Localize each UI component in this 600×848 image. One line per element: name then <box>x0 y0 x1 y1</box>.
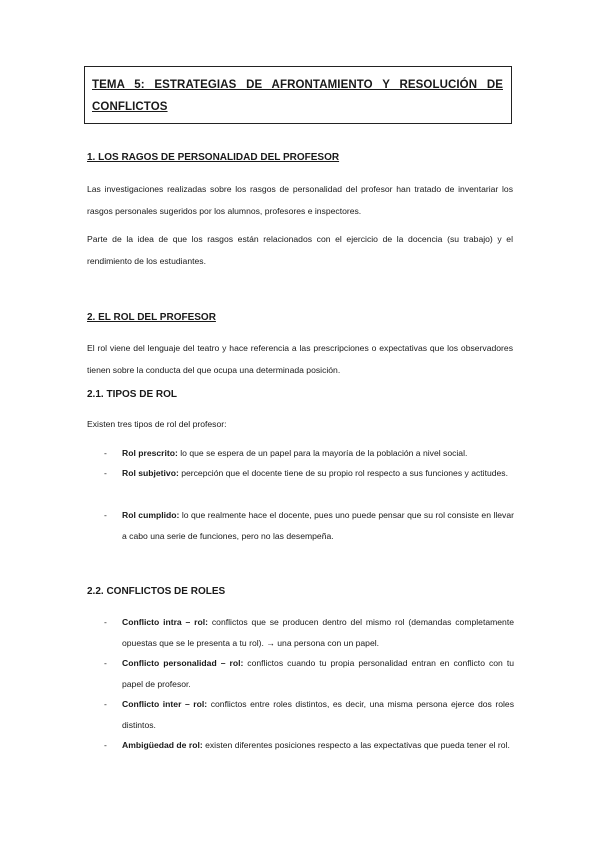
list-dash: - <box>104 699 107 709</box>
list-dash: - <box>104 510 107 520</box>
list-dash: - <box>104 448 107 458</box>
section1-paragraph-2: Parte de la idea de que los rasgos están relacionados con el ejercicio de la docencia (su trabajo) y el rendimiento de los estudiantes. <box>87 234 513 266</box>
section2-heading: 2. EL ROL DEL PROFESOR <box>87 312 216 323</box>
list-item-text: conflictos cuando tu propia personalidad entran en conflicto con tu papel de profesor. <box>122 658 514 689</box>
section2-paragraph-1: El rol viene del lenguaje del teatro y hace referencia a las prescripciones o expectativas que los observadores tienen sobre la conducta del que ocupa una determinada posición. <box>87 343 513 375</box>
list-item-term: Conflicto intra – rol: <box>122 617 209 627</box>
list-item-text: existen diferentes posiciones respecto a las expectativas que pueda tener el rol. <box>202 740 510 750</box>
list-dash: - <box>104 617 107 627</box>
list-item-body <box>122 735 514 756</box>
list-dash: - <box>104 658 107 668</box>
section1-heading: 1. LOS RAGOS DE PERSONALIDAD DEL PROFESOR <box>87 152 340 163</box>
list-item-text: lo que se espera de un papel para la mayoría de la población a nivel social. <box>177 448 468 458</box>
list-item-body <box>122 694 514 736</box>
list-item-body <box>122 443 514 464</box>
list-item-term: Conflicto inter – rol: <box>122 699 208 709</box>
list-item-term: Rol prescrito: <box>122 448 178 458</box>
title-box <box>84 66 512 124</box>
section21-heading: 2.1. TIPOS DE ROL <box>87 389 178 400</box>
list-item-term: Conflicto personalidad – rol: <box>122 658 244 668</box>
document-title: TEMA 5: ESTRATEGIAS DE AFRONTAMIENTO Y RESOLUCIÓN DE CONFLICTOS <box>92 79 503 113</box>
section1-paragraph-1: Las investigaciones realizadas sobre los rasgos de personalidad del profesor han tratado de inventariar los rasgos personales sugeridos por los alumnos, profesores e inspectores. <box>87 184 513 216</box>
list-dash: - <box>104 740 107 750</box>
list-item-term: Ambigüedad de rol: <box>122 740 203 750</box>
list-item-term: Rol cumplido: <box>122 510 180 520</box>
list-item-body <box>122 653 514 695</box>
list-dash: - <box>104 468 107 478</box>
list-item-text: percepción que el docente tiene de su propio rol respecto a sus funciones y actitudes. <box>178 468 508 478</box>
list-item-text: lo que realmente hace el docente, pues uno puede pensar que su rol consiste en llevar a cabo una serie de funciones, pero no las desempeña. <box>122 510 514 541</box>
section22-heading: 2.2. CONFLICTOS DE ROLES <box>87 586 226 597</box>
section21-intro: Existen tres tipos de rol del profesor: <box>87 419 227 429</box>
list-item-text: conflictos entre roles distintos, es decir, una misma persona ejerce dos roles distintos. <box>122 699 514 730</box>
list-item-term: Rol subjetivo: <box>122 468 179 478</box>
list-item-body <box>122 612 514 654</box>
list-item-body <box>122 505 514 547</box>
list-item-body <box>122 463 514 484</box>
list-item-text: conflictos que se producen dentro del mismo rol (demandas completamente opuestas que se le presenta a tu rol). → una persona con un papel. <box>122 617 515 648</box>
